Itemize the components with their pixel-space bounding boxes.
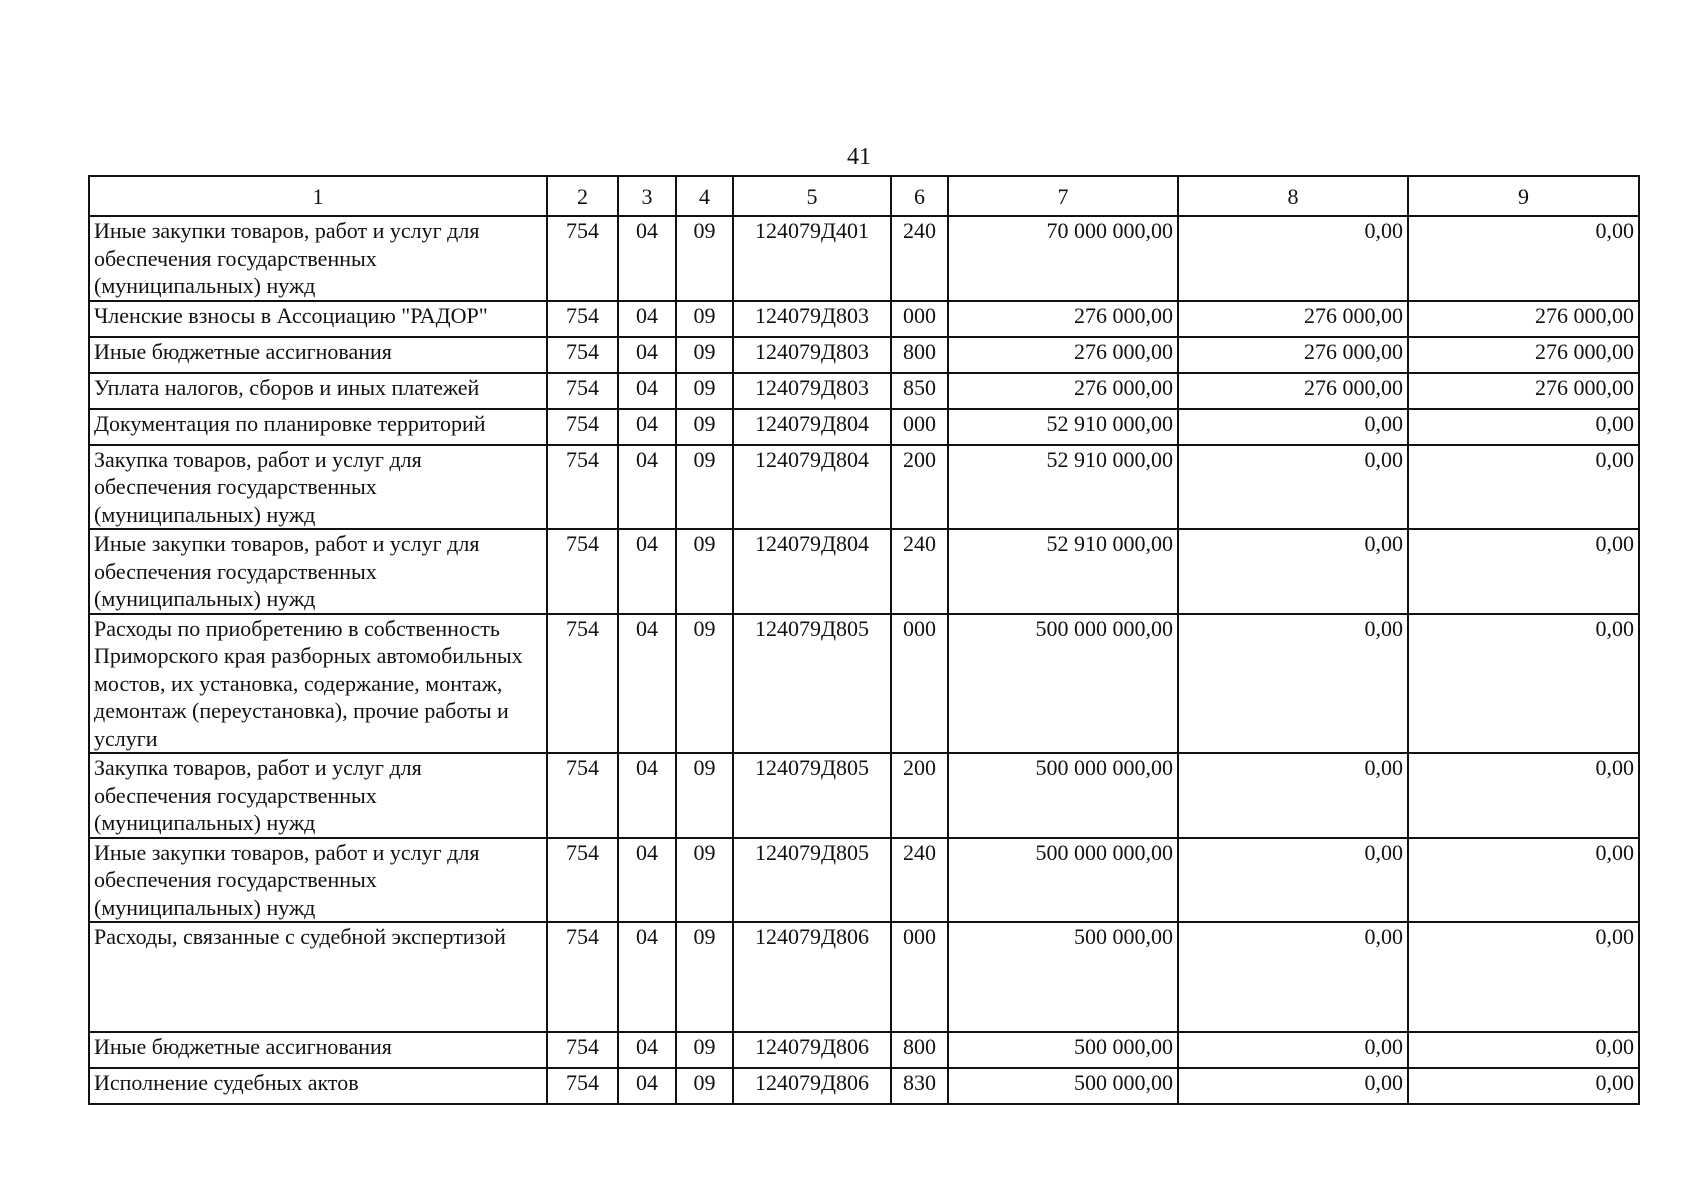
row-col-4: 09 (676, 753, 733, 838)
row-col-9: 276 000,00 (1408, 301, 1639, 337)
row-name: Расходы, связанные с судебной экспертизой (89, 922, 547, 1032)
row-col-4: 09 (676, 216, 733, 301)
row-col-8: 0,00 (1178, 409, 1408, 445)
row-col-2: 754 (547, 301, 618, 337)
row-col-7: 276 000,00 (948, 337, 1178, 373)
header-col-7: 7 (948, 176, 1178, 216)
row-col-8: 276 000,00 (1178, 301, 1408, 337)
row-col-4: 09 (676, 337, 733, 373)
row-col-2: 754 (547, 1032, 618, 1068)
row-col-4: 09 (676, 838, 733, 923)
row-col-9: 0,00 (1408, 614, 1639, 754)
table-row (89, 216, 1639, 301)
row-col-7: 500 000,00 (948, 1032, 1178, 1068)
row-name: Иные бюджетные ассигнования (89, 337, 547, 373)
row-col-5: 124079Д803 (733, 301, 891, 337)
row-col-2: 754 (547, 838, 618, 923)
row-col-4: 09 (676, 445, 733, 530)
table-row (89, 445, 1639, 530)
row-col-6: 000 (891, 301, 948, 337)
header-col-4: 4 (676, 176, 733, 216)
header-col-5: 5 (733, 176, 891, 216)
row-name: Расходы по приобретению в собственность Приморского края разборных автомобильных мостов, их установка, содержание, монтаж, демонтаж (переустановка), прочие работы и услуги (89, 614, 547, 754)
table-row (89, 753, 1639, 838)
row-col-9: 0,00 (1408, 922, 1639, 1032)
row-col-4: 09 (676, 409, 733, 445)
table-row (89, 614, 1639, 754)
row-col-6: 000 (891, 409, 948, 445)
header-row (89, 176, 1639, 216)
row-col-2: 754 (547, 614, 618, 754)
row-col-3: 04 (618, 922, 676, 1032)
row-col-3: 04 (618, 838, 676, 923)
row-col-5: 124079Д806 (733, 1068, 891, 1104)
row-col-4: 09 (676, 1032, 733, 1068)
header-col-9: 9 (1408, 176, 1639, 216)
row-col-5: 124079Д805 (733, 614, 891, 754)
row-col-2: 754 (547, 529, 618, 614)
row-name: Иные закупки товаров, работ и услуг для обеспечения государственных (муниципальных) нужд (89, 529, 547, 614)
row-col-5: 124079Д806 (733, 1032, 891, 1068)
row-col-8: 0,00 (1178, 838, 1408, 923)
header-col-8: 8 (1178, 176, 1408, 216)
row-col-7: 276 000,00 (948, 301, 1178, 337)
row-col-7: 500 000 000,00 (948, 614, 1178, 754)
row-col-5: 124079Д803 (733, 337, 891, 373)
row-col-3: 04 (618, 529, 676, 614)
row-col-6: 800 (891, 337, 948, 373)
row-col-6: 240 (891, 216, 948, 301)
row-col-5: 124079Д804 (733, 445, 891, 530)
row-col-6: 850 (891, 373, 948, 409)
row-col-5: 124079Д805 (733, 753, 891, 838)
row-col-8: 0,00 (1178, 922, 1408, 1032)
row-name: Документация по планировке территорий (89, 409, 547, 445)
table-header (89, 176, 1639, 216)
row-col-3: 04 (618, 614, 676, 754)
row-col-5: 124079Д803 (733, 373, 891, 409)
row-col-8: 0,00 (1178, 753, 1408, 838)
row-col-5: 124079Д804 (733, 529, 891, 614)
row-col-6: 800 (891, 1032, 948, 1068)
row-col-9: 0,00 (1408, 409, 1639, 445)
row-col-6: 830 (891, 1068, 948, 1104)
table-body (89, 216, 1639, 1104)
row-col-3: 04 (618, 409, 676, 445)
row-col-3: 04 (618, 301, 676, 337)
row-name: Иные закупки товаров, работ и услуг для обеспечения государственных (муниципальных) нужд (89, 838, 547, 923)
row-name: Членские взносы в Ассоциацию "РАДОР" (89, 301, 547, 337)
row-col-6: 200 (891, 753, 948, 838)
row-col-7: 276 000,00 (948, 373, 1178, 409)
row-col-9: 0,00 (1408, 445, 1639, 530)
row-col-2: 754 (547, 409, 618, 445)
row-name: Исполнение судебных актов (89, 1068, 547, 1104)
header-col-1: 1 (89, 176, 547, 216)
row-col-4: 09 (676, 301, 733, 337)
row-col-2: 754 (547, 922, 618, 1032)
table-row (89, 1068, 1639, 1104)
row-col-2: 754 (547, 445, 618, 530)
row-col-5: 124079Д805 (733, 838, 891, 923)
row-col-9: 0,00 (1408, 1032, 1639, 1068)
row-col-9: 276 000,00 (1408, 373, 1639, 409)
row-col-4: 09 (676, 1068, 733, 1104)
row-col-8: 0,00 (1178, 1032, 1408, 1068)
table-row (89, 337, 1639, 373)
row-col-8: 0,00 (1178, 614, 1408, 754)
row-col-6: 200 (891, 445, 948, 530)
table-row (89, 838, 1639, 923)
row-col-3: 04 (618, 373, 676, 409)
row-col-7: 500 000 000,00 (948, 838, 1178, 923)
row-col-8: 0,00 (1178, 445, 1408, 530)
row-col-8: 276 000,00 (1178, 373, 1408, 409)
table-row (89, 409, 1639, 445)
row-col-6: 240 (891, 838, 948, 923)
row-col-5: 124079Д804 (733, 409, 891, 445)
row-col-7: 500 000,00 (948, 1068, 1178, 1104)
row-col-3: 04 (618, 216, 676, 301)
row-name: Закупка товаров, работ и услуг для обеспечения государственных (муниципальных) нужд (89, 445, 547, 530)
row-col-7: 500 000,00 (948, 922, 1178, 1032)
row-col-2: 754 (547, 753, 618, 838)
row-col-2: 754 (547, 1068, 618, 1104)
row-col-9: 0,00 (1408, 753, 1639, 838)
row-col-6: 000 (891, 614, 948, 754)
row-col-8: 0,00 (1178, 216, 1408, 301)
row-col-2: 754 (547, 216, 618, 301)
row-col-4: 09 (676, 529, 733, 614)
row-col-4: 09 (676, 922, 733, 1032)
budget-table (88, 175, 1640, 1105)
row-col-7: 52 910 000,00 (948, 409, 1178, 445)
row-col-3: 04 (618, 445, 676, 530)
row-col-8: 276 000,00 (1178, 337, 1408, 373)
row-col-6: 240 (891, 529, 948, 614)
row-col-9: 276 000,00 (1408, 337, 1639, 373)
row-col-4: 09 (676, 614, 733, 754)
page-number: 41 (847, 144, 871, 170)
table-row (89, 922, 1639, 1032)
table-row (89, 373, 1639, 409)
row-col-8: 0,00 (1178, 1068, 1408, 1104)
header-col-6: 6 (891, 176, 948, 216)
row-col-7: 52 910 000,00 (948, 445, 1178, 530)
row-col-7: 52 910 000,00 (948, 529, 1178, 614)
table-row (89, 529, 1639, 614)
row-col-9: 0,00 (1408, 1068, 1639, 1104)
row-col-4: 09 (676, 373, 733, 409)
row-col-9: 0,00 (1408, 838, 1639, 923)
row-name: Иные закупки товаров, работ и услуг для обеспечения государственных (муниципальных) нужд (89, 216, 547, 301)
table-row (89, 1032, 1639, 1068)
row-col-3: 04 (618, 1068, 676, 1104)
row-col-7: 70 000 000,00 (948, 216, 1178, 301)
header-col-2: 2 (547, 176, 618, 216)
row-name: Иные бюджетные ассигнования (89, 1032, 547, 1068)
row-col-7: 500 000 000,00 (948, 753, 1178, 838)
header-col-3: 3 (618, 176, 676, 216)
row-col-6: 000 (891, 922, 948, 1032)
row-col-3: 04 (618, 1032, 676, 1068)
row-col-2: 754 (547, 373, 618, 409)
row-col-9: 0,00 (1408, 529, 1639, 614)
row-col-5: 124079Д806 (733, 922, 891, 1032)
row-col-9: 0,00 (1408, 216, 1639, 301)
row-col-5: 124079Д401 (733, 216, 891, 301)
row-col-2: 754 (547, 337, 618, 373)
row-col-3: 04 (618, 337, 676, 373)
row-name: Уплата налогов, сборов и иных платежей (89, 373, 547, 409)
row-col-3: 04 (618, 753, 676, 838)
row-col-8: 0,00 (1178, 529, 1408, 614)
row-name: Закупка товаров, работ и услуг для обеспечения государственных (муниципальных) нужд (89, 753, 547, 838)
table-row (89, 301, 1639, 337)
